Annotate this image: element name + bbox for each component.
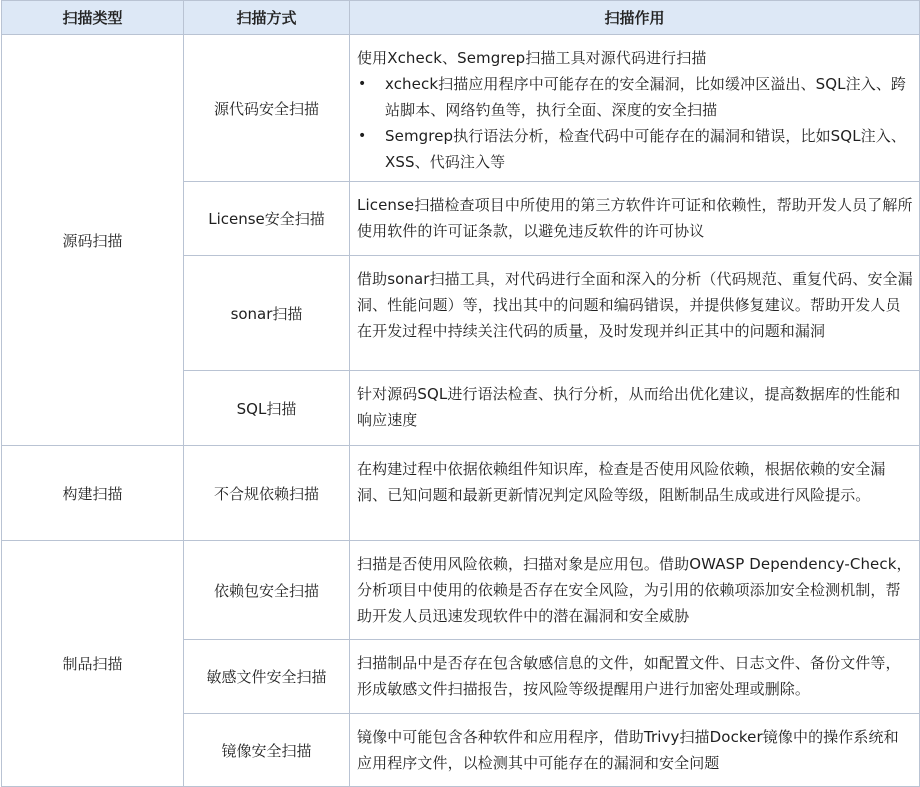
table-header-row — [2, 1, 920, 35]
header-scan-type: 扫描类型 — [2, 1, 184, 35]
table-row — [2, 35, 920, 182]
table-row — [2, 446, 920, 541]
scan-purpose-cell: 扫描是否使用风险依赖，扫描对象是应用包。借助OWASP Dependency-Check，分析项目中使用的依赖是否存在安全风险，为引用的依赖项添加安全检测机制，帮助开发人员迅速发现软件中的潜在漏洞和安全威胁 — [350, 541, 920, 640]
scan-method-cell: sonar扫描 — [184, 256, 350, 371]
scan-purpose-cell — [350, 35, 920, 182]
scan-method-cell: 不合规依赖扫描 — [184, 446, 350, 541]
scan-method-cell: 镜像安全扫描 — [184, 714, 350, 787]
scan-type-cell: 制品扫描 — [2, 541, 184, 787]
purpose-text: 使用Xcheck、Semgrep扫描工具对源代码进行扫描 — [357, 49, 707, 67]
scan-type-cell: 构建扫描 — [2, 446, 184, 541]
scan-purpose-cell: 借助sonar扫描工具，对代码进行全面和深入的分析（代码规范、重复代码、安全漏洞、性能问题）等，找出其中的问题和编码错误，并提供修复建议。帮助开发人员在开发过程中持续关注代码的质量，及时发现并纠正其中的问题和漏洞 — [350, 256, 920, 371]
scan-method-cell: 敏感文件安全扫描 — [184, 640, 350, 714]
scan-purpose-cell: License扫描检查项目中所使用的第三方软件许可证和依赖性，帮助开发人员了解所使用软件的许可证条款，以避免违反软件的许可协议 — [350, 182, 920, 256]
scan-types-table — [1, 0, 920, 787]
purpose-bullet-list — [357, 71, 913, 175]
scan-method-cell: 源代码安全扫描 — [184, 35, 350, 182]
scan-purpose-cell: 镜像中可能包含各种软件和应用程序，借助Trivy扫描Docker镜像中的操作系统和应用程序文件，以检测其中可能存在的漏洞和安全问题 — [350, 714, 920, 787]
scan-method-cell: License安全扫描 — [184, 182, 350, 256]
header-scan-purpose: 扫描作用 — [350, 1, 920, 35]
scan-type-cell: 源码扫描 — [2, 35, 184, 446]
scan-method-cell: 依赖包安全扫描 — [184, 541, 350, 640]
scan-method-cell: SQL扫描 — [184, 371, 350, 446]
list-item: • Semgrep执行语法分析，检查代码中可能存在的漏洞和错误，比如SQL注入、XSS、代码注入等 — [357, 123, 913, 175]
scan-purpose-cell: 针对源码SQL进行语法检查、执行分析，从而给出优化建议，提高数据库的性能和响应速度 — [350, 371, 920, 446]
list-item: • xcheck扫描应用程序中可能存在的安全漏洞，比如缓冲区溢出、SQL注入、跨站脚本、网络钓鱼等，执行全面、深度的安全扫描 — [357, 71, 913, 123]
scan-purpose-cell: 在构建过程中依据依赖组件知识库，检查是否使用风险依赖，根据依赖的安全漏洞、已知问题和最新更新情况判定风险等级，阻断制品生成或进行风险提示。 — [350, 446, 920, 541]
table-row — [2, 541, 920, 640]
scan-purpose-cell: 扫描制品中是否存在包含敏感信息的文件，如配置文件、日志文件、备份文件等，形成敏感文件扫描报告，按风险等级提醒用户进行加密处理或删除。 — [350, 640, 920, 714]
header-scan-method: 扫描方式 — [184, 1, 350, 35]
